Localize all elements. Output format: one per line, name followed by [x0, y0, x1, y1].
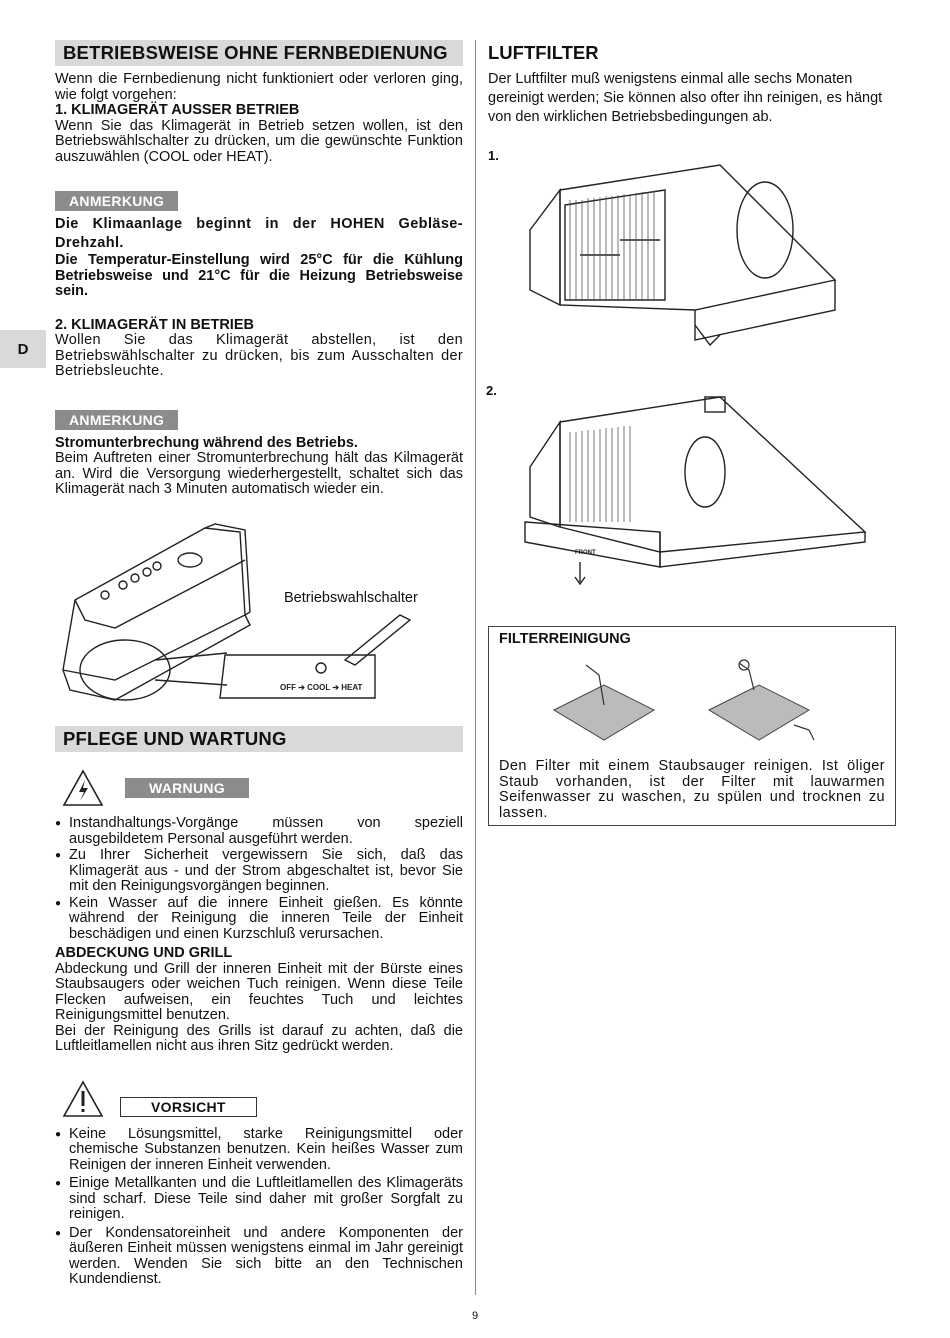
figure-label-switch: Betriebswahlschalter: [284, 590, 418, 606]
unit-illustration-step2: [520, 392, 870, 592]
note2-bold: Stromunterbrechung während des Betriebs.: [55, 434, 358, 451]
section-heading-care: PFLEGE UND WARTUNG: [55, 726, 463, 752]
unit-switch-illustration: [55, 520, 465, 705]
warning-item: ● Kein Wasser auf die innere Einheit gießen. Es könnte während der Reinigung die inneren Teile der Einheit beschädigen und einen Kurzschluß verursachen.: [55, 896, 463, 943]
section-heading-remote: BETRIEBSWEISE OHNE FERNBEDIENUNG: [55, 40, 463, 66]
note1: [55, 191, 463, 300]
note1-text2: Die Temperatur-Einstellung wird 25°C für die Kühlung Betriebsweise und 21°C für die Heizung Betriebsweise sein.: [55, 252, 463, 299]
right-column: [488, 40, 896, 127]
note1-text1: Die Klimaanlage beginnt in der HOHEN Gebläse-Drehzahl.: [55, 216, 463, 251]
care-section: [55, 726, 463, 1289]
intro-text: Wenn die Fernbedienung nicht funktioniert oder verloren ging, wie folgt vorgehen:: [55, 71, 463, 103]
page-number: 9: [471, 1310, 479, 1322]
cover-text1: Abdeckung und Grill der inneren Einheit mit der Bürste eines Staubsaugers oder weichen Tuch reinigen. Wenn diese Teile Flecken aufweisen, ein feuchtes Tuch und leichtes Reinigungsmittel benutzen.: [55, 960, 463, 1023]
language-tab-label: D: [17, 340, 29, 358]
step1-title: 1. KLIMAGERÄT AUSSER BETRIEB: [55, 102, 300, 118]
note1-tag: ANMERKUNG: [55, 191, 178, 211]
note2: [55, 410, 463, 498]
cover-title: ABDECKUNG UND GRILL: [55, 945, 233, 961]
left-column: [55, 40, 463, 498]
warning-list: [55, 816, 463, 942]
front-label: FRONT: [575, 550, 596, 556]
language-tab: [0, 330, 46, 368]
step1-text: Wenn Sie das Klimagerät in Betrieb setzen wollen, ist den Betriebswählschalter zu drücken, um die gewünschte Funktion auszuwählen (COOL oder HEAT).: [55, 117, 463, 165]
caution-tag: VORSICHT: [120, 1097, 257, 1117]
filter-intro: Der Luftfilter muß wenigstens einmal alle sechs Monaten gereinigt werden; Sie können also ofter ihn reinigen, es hängt von den wirklichen Betriebsbedingungen ab.: [488, 71, 883, 125]
warning-tag: WARNUNG: [125, 778, 249, 798]
filter-cleaning-title: FILTERREINIGUNG: [499, 631, 631, 647]
electric-hazard-icon: [61, 768, 105, 808]
step2-text: Wollen Sie das Klimagerät abstellen, ist den Betriebswählschalter zu drücken, bis zum Ausschalten der Betriebsleuchte.: [55, 332, 463, 379]
column-divider: [475, 40, 476, 1295]
caution-item: ● Einige Metallkanten und die Luftleitlamellen des Klimageräts sind scharf. Diese Teile sind daher mit großer Sorgfalt zu reinigen.: [55, 1176, 463, 1223]
caution-list: [55, 1127, 463, 1288]
section-heading-filter: LUFTFILTER: [488, 42, 599, 63]
step2-title: 2. KLIMAGERÄT IN BETRIEB: [55, 316, 254, 333]
warning-row: [55, 768, 463, 816]
caution-row: [55, 1079, 463, 1127]
note2-tag: ANMERKUNG: [55, 410, 178, 430]
exclamation-warning-icon: [61, 1079, 105, 1119]
step1-label: 1.: [488, 148, 499, 163]
filter-cleaning-text: Den Filter mit einem Staubsauger reinigen. Ist öliger Staub vorhanden, ist der Filter mit lauwarmen Seifenwasser zu waschen, zu spülen und trocknen zu lassen.: [499, 758, 885, 821]
filter-cleaning-box: [488, 626, 896, 826]
cover-text2: Bei der Reinigung des Grills ist darauf zu achten, daß die Luftleitlamellen nicht aus ihren Sitz gedrückt werden.: [55, 1022, 463, 1054]
step2-label: 2.: [486, 383, 497, 398]
warning-item: ● Instandhaltungs-Vorgänge müssen von speziell ausgebildetem Personal ausgeführt werden.: [55, 816, 463, 847]
switch-mode-text: OFF ➔ COOL ➔ HEAT: [280, 683, 363, 692]
filter-cleaning-illustration: [544, 655, 864, 755]
caution-item: ● Keine Lösungsmittel, starke Reinigungsmittel oder chemische Substanzen benutzen. Kein heißes Wasser zum Reinigen der inneren Einheit verwenden.: [55, 1127, 463, 1174]
caution-item: ● Der Kondensatoreinheit und andere Komponenten der äußeren Einheit müssen wenigstens einmal im Jahr gereinigt werden. Wenden Sie sich bitte an den Technischen Kundendienst.: [55, 1226, 463, 1288]
unit-illustration-step1: [520, 160, 870, 355]
note2-text: Beim Auftreten einer Stromunterbrechung hält das Kilmagerät an. Wird die Versorgung wiederhergestellt, schaltet sich das Klimagerät nach 3 Minuten automatisch wieder ein.: [55, 450, 463, 497]
warning-item: ● Zu Ihrer Sicherheit vergewissern Sie sich, daß das Klimagerät aus - und der Strom abgeschaltet ist, bevor Sie mit den Reinigungsvorgängen beginnen.: [55, 848, 463, 895]
